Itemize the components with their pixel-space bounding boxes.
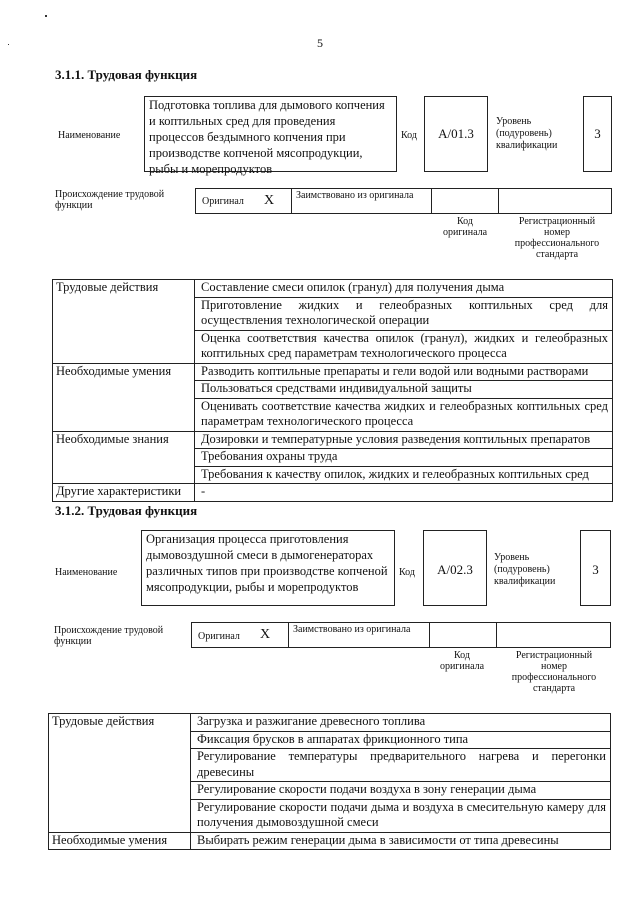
function-name: Организация процесса приготовления дымовоздушной смеси в дымогенераторах различных типов при производстве копченой мясопродукции, рыбы и морепродуктов [141, 530, 395, 606]
table-row [53, 431, 613, 449]
borrowed-label: Заимствовано из оригинала [288, 622, 430, 648]
category-cell: Другие характеристики [53, 484, 195, 502]
table-row [49, 714, 611, 732]
function-code-value: А/01.3 [438, 126, 474, 141]
item-cell: Регулирование скорости подачи воздуха в зону генерации дыма [191, 782, 611, 800]
original-mark: X [260, 627, 271, 642]
item-cell: Фиксация брусков в аппаратах фрикционного типа [191, 731, 611, 749]
item-cell: Регулирование температуры предварительного нагрева и перегонки древесины [191, 749, 611, 782]
qualification-level [583, 96, 612, 172]
orig-code-cell [431, 188, 499, 214]
item-cell: Приготовление жидких и гелеобразных коптильных сред для осуществления технологической операции [195, 297, 613, 330]
item-cell: Разводить коптильные препараты и гели водой или водными растворами [195, 363, 613, 381]
qualification-level-value: 3 [594, 126, 601, 141]
item-cell: Дозировки и температурные условия разведения коптильных препаратов [195, 431, 613, 449]
qualification-level-value: 3 [592, 562, 599, 577]
scan-speck [45, 15, 47, 17]
item-cell: Пользоваться средствами индивидуальной защиты [195, 381, 613, 399]
level-label: Уровень (подуровень) квалификации [494, 552, 556, 587]
item-cell: Требования к качеству опилок, жидких и гелеобразных коптильных сред [195, 466, 613, 484]
function-code [424, 96, 488, 172]
page-number: 5 [317, 36, 323, 50]
item-cell: Составление смеси опилок (гранул) для получения дыма [195, 280, 613, 298]
category-cell: Необходимые умения [53, 363, 195, 431]
origin-original-cell [191, 622, 289, 648]
section-title: 3.1.1. Трудовая функция [55, 67, 198, 82]
orig-code-cell [429, 622, 497, 648]
category-cell: Необходимые умения [49, 832, 191, 850]
code-label: Код [401, 130, 417, 141]
original-label: Оригинал [202, 196, 244, 207]
table-row [53, 280, 613, 298]
name-label: Наименование [55, 567, 118, 578]
borrowed-label: Заимствовано из оригинала [291, 188, 432, 214]
orig-code-label: Код оригинала [439, 650, 485, 672]
original-label: Оригинал [198, 631, 240, 642]
item-cell: Оценивать соответствие качества жидких и гелеобразных коптильных сред параметрам технологического процесса [195, 398, 613, 431]
section-title: 3.1.2. Трудовая функция [55, 503, 198, 518]
table-row [49, 832, 611, 850]
category-cell: Трудовые действия [49, 714, 191, 833]
reg-num-cell [496, 622, 611, 648]
category-cell: Трудовые действия [53, 280, 195, 364]
origin-label: Происхождение трудовой функции [54, 625, 164, 647]
origin-label: Происхождение трудовой функции [55, 189, 165, 211]
category-cell: Необходимые знания [53, 431, 195, 484]
function-table [52, 279, 613, 502]
origin-original-cell [195, 188, 292, 214]
orig-code-label: Код оригинала [442, 216, 488, 238]
item-cell: Требования охраны труда [195, 449, 613, 467]
original-mark: X [264, 193, 275, 208]
reg-num-label: Регистрационный номер профессионального стандарта [511, 650, 597, 694]
item-cell: Выбирать режим генерации дыма в зависимости от типа древесины [191, 832, 611, 850]
function-code [423, 530, 487, 606]
function-code-value: А/02.3 [437, 562, 473, 577]
name-label: Наименование [58, 130, 121, 141]
table-row [53, 363, 613, 381]
function-name: Подготовка топлива для дымового копчения и коптильных сред для проведения процессов бездымного копчения при производстве копченой мясопродукции, рыбы и морепродуктов [144, 96, 397, 172]
item-cell: Регулирование скорости подачи дыма и воздуха в смесительную камеру для получения дымовоздушной смеси [191, 799, 611, 832]
item-cell: - [195, 484, 613, 502]
item-cell: Оценка соответствия качества опилок (гранул), жидких и гелеобразных коптильных сред параметрам технологического процесса [195, 330, 613, 363]
code-label: Код [399, 567, 415, 578]
level-label: Уровень (подуровень) квалификации [496, 116, 558, 151]
reg-num-cell [498, 188, 612, 214]
function-table [48, 713, 611, 850]
reg-num-label: Регистрационный номер профессионального стандарта [514, 216, 600, 260]
qualification-level [580, 530, 611, 606]
item-cell: Загрузка и разжигание древесного топлива [191, 714, 611, 732]
table-row [53, 484, 613, 502]
